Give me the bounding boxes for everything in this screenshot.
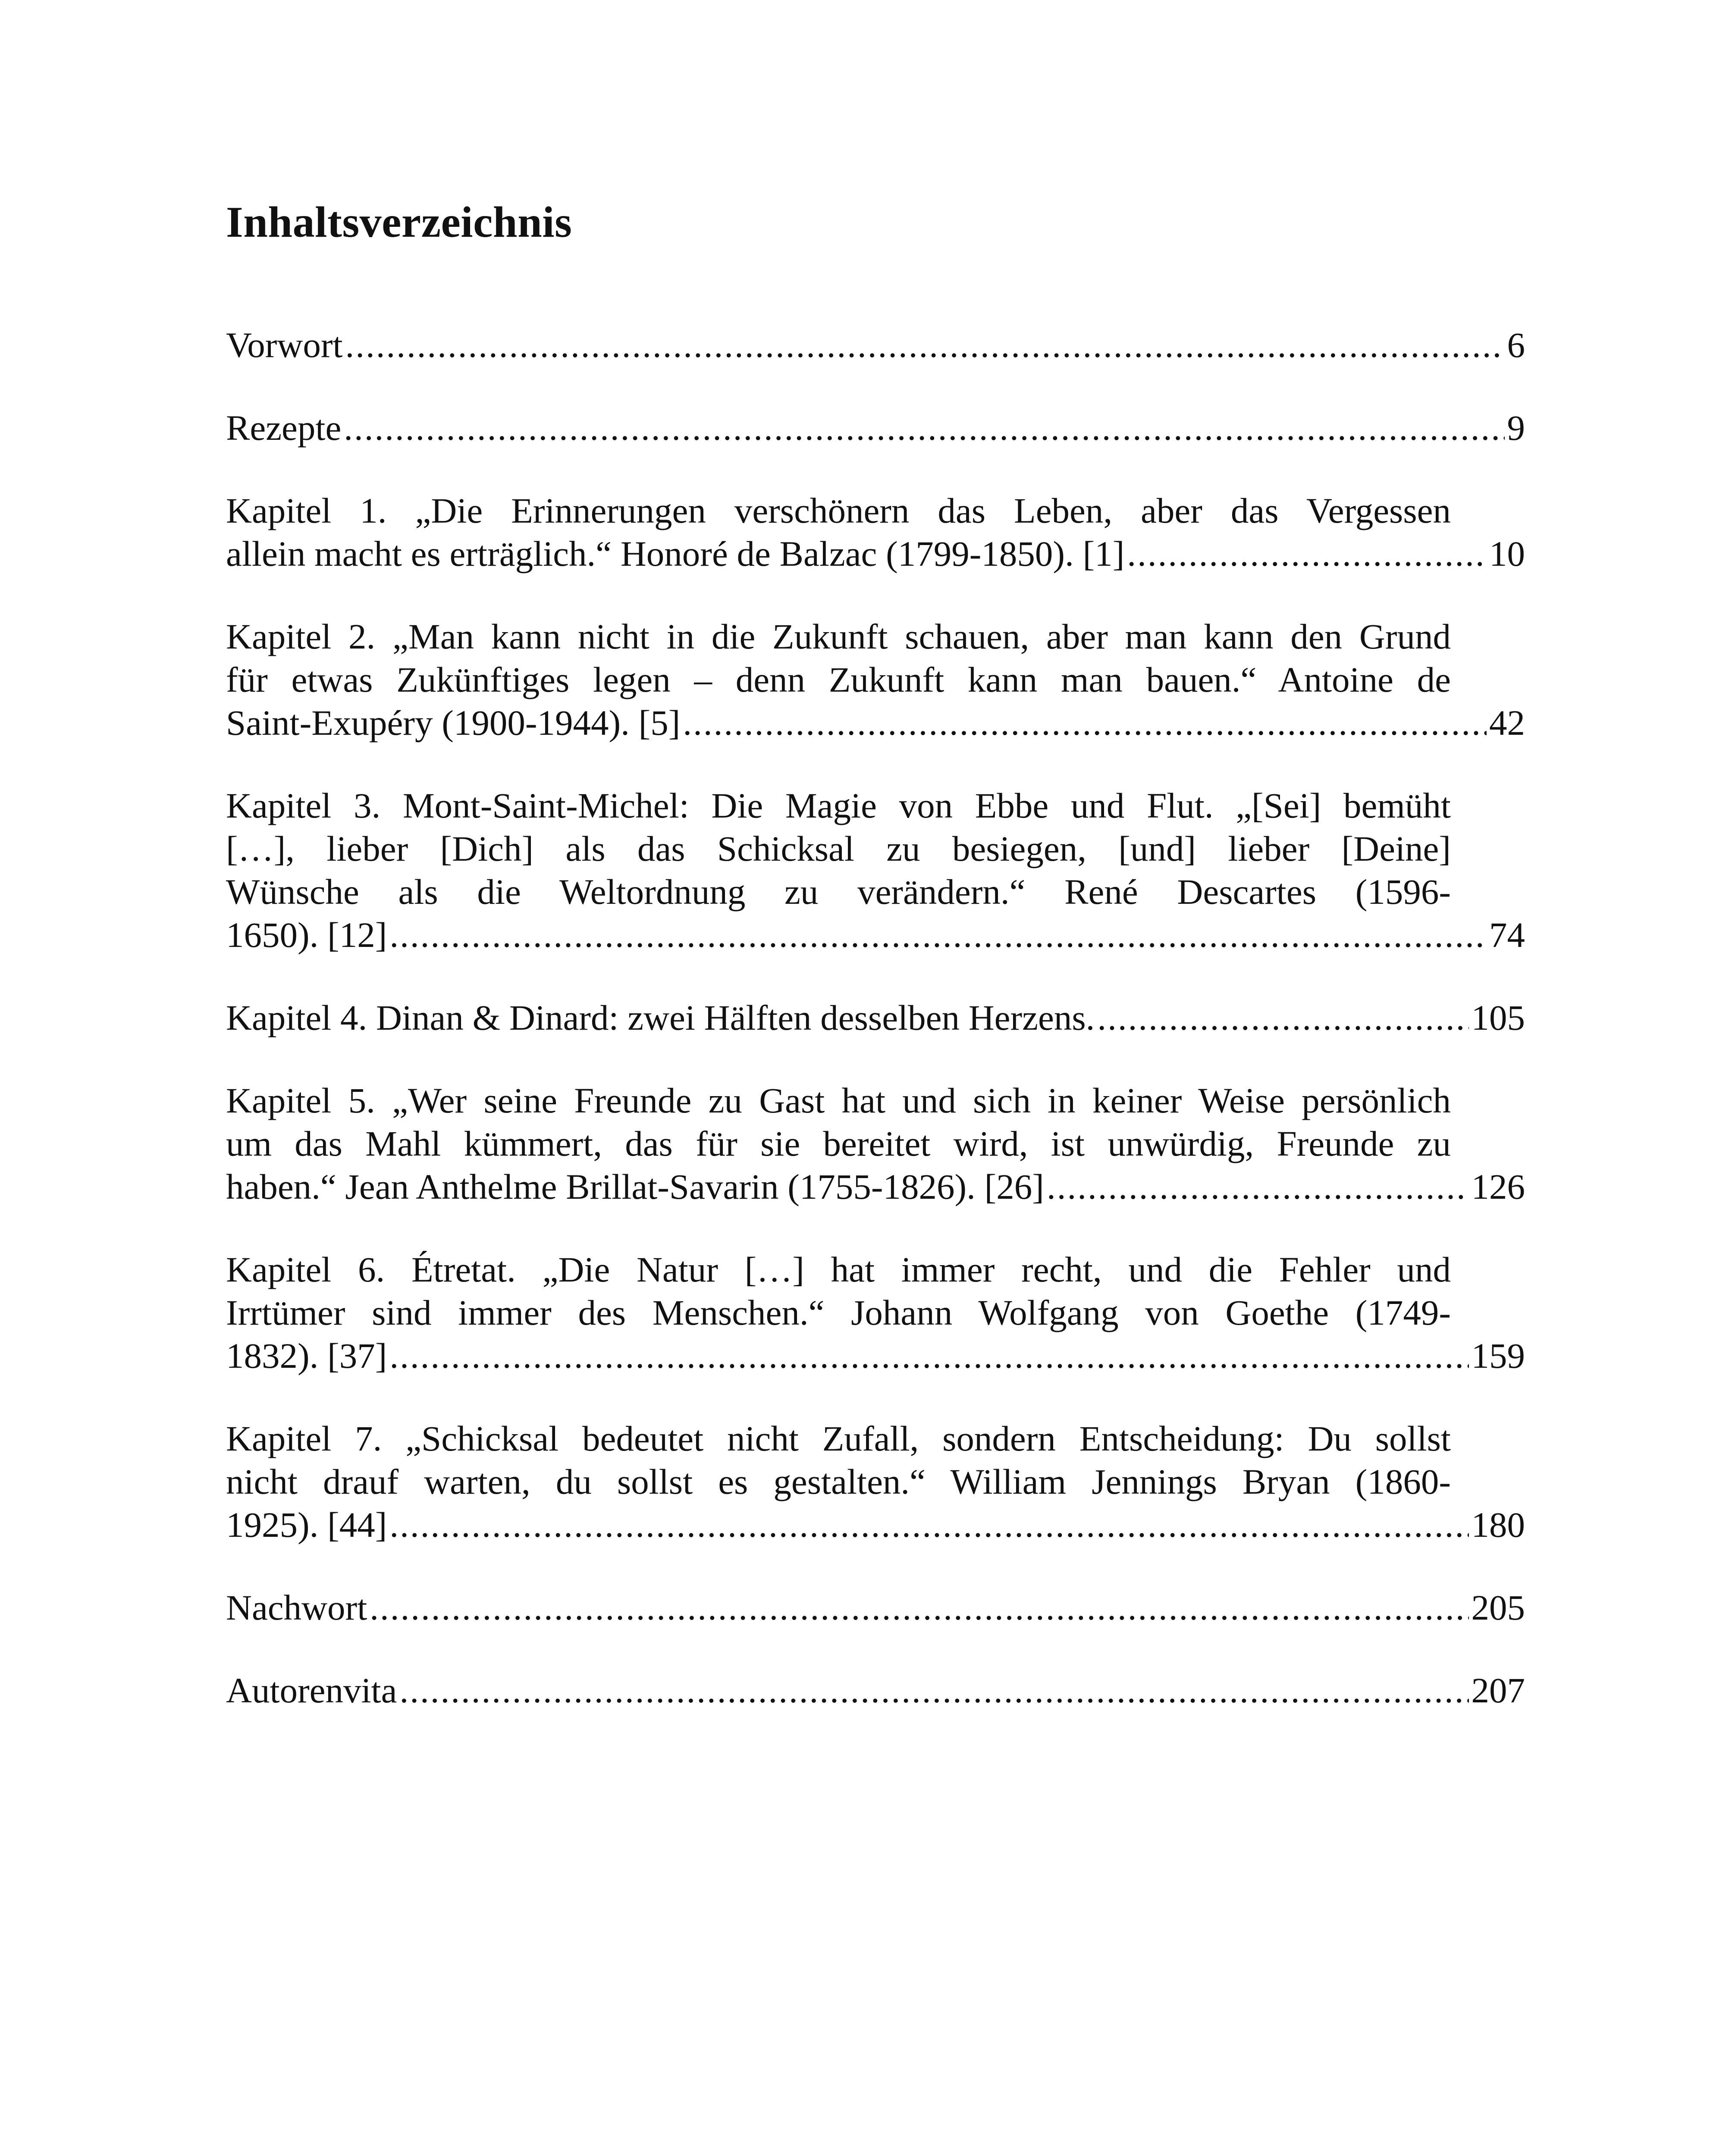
toc-entry-text-line: Wünsche als die Weltordnung zu verändern.“ René Descartes (1596-	[226, 872, 1451, 912]
toc-entry-line	[226, 1165, 1525, 1208]
toc-entry-kapitel-7[interactable]	[226, 1417, 1525, 1546]
toc-entry-line	[226, 1586, 1525, 1629]
toc-page-number: 126	[1471, 1167, 1525, 1206]
toc-entry-label: 1650). [12]	[226, 915, 387, 955]
toc-page-number: 205	[1471, 1588, 1525, 1627]
dot-leader	[399, 1669, 1468, 1712]
dot-leader	[1127, 532, 1487, 575]
toc-entry-rezepte[interactable]	[226, 406, 1525, 449]
toc-entry-label: allein macht es erträglich.“ Honoré de Balzac (1799-1850). [1]	[226, 534, 1125, 573]
dot-leader	[1097, 996, 1468, 1039]
toc-entry-kapitel-4[interactable]	[226, 996, 1525, 1039]
toc-entry-line	[226, 406, 1525, 449]
toc-page-number: 207	[1471, 1670, 1525, 1710]
toc-page-number: 42	[1489, 703, 1525, 743]
toc-entry-line	[226, 1334, 1525, 1377]
toc-entry-line	[226, 913, 1525, 956]
toc-entry-kapitel-3[interactable]	[226, 784, 1525, 956]
dot-leader	[389, 913, 1487, 956]
toc-entry-label: Autorenvita	[226, 1670, 397, 1710]
toc-entry-text-line: Kapitel 2. „Man kann nicht in die Zukunft schauen, aber man kann den Grund	[226, 617, 1451, 656]
toc-entry-vorwort[interactable]	[226, 323, 1525, 367]
toc-entry-label: Rezepte	[226, 408, 342, 448]
toc-entry-kapitel-1[interactable]	[226, 489, 1525, 575]
toc-entry-text-line: Kapitel 7. „Schicksal bedeutet nicht Zufall, sondern Entscheidung: Du sollst	[226, 1419, 1451, 1458]
dot-leader	[389, 1503, 1468, 1546]
dot-leader	[1047, 1165, 1469, 1208]
toc-entry-text-line: Kapitel 6. Étretat. „Die Natur […] hat immer recht, und die Fehler und	[226, 1250, 1451, 1289]
dot-leader	[345, 323, 1505, 367]
toc-entry-label: Vorwort	[226, 325, 343, 365]
toc-entry-text-line: Kapitel 1. „Die Erinnerungen verschönern das Leben, aber das Vergessen	[226, 491, 1451, 530]
toc-entry-text-line: für etwas Zukünftiges legen – denn Zukunft kann man bauen.“ Antoine de	[226, 660, 1451, 699]
toc-page-number: 180	[1471, 1505, 1525, 1545]
toc-entry-text-line: nicht drauf warten, du sollst es gestalten.“ William Jennings Bryan (1860-	[226, 1462, 1451, 1501]
page-title: Inhaltsverzeichnis	[226, 198, 572, 247]
toc-page-number: 9	[1507, 408, 1525, 448]
toc-entry-line	[226, 996, 1525, 1039]
dot-leader	[683, 701, 1487, 744]
toc-page-number: 74	[1489, 915, 1525, 955]
toc-entry-line	[226, 701, 1525, 744]
toc-entry-kapitel-5[interactable]	[226, 1079, 1525, 1208]
toc-entry-line	[226, 1669, 1525, 1712]
dot-leader	[370, 1586, 1468, 1629]
toc-page-number: 105	[1471, 998, 1525, 1037]
dot-leader	[389, 1334, 1468, 1377]
toc-entry-kapitel-2[interactable]	[226, 615, 1525, 744]
toc-entry-nachwort[interactable]	[226, 1586, 1525, 1629]
toc-entry-line	[226, 1503, 1525, 1546]
toc-page-number: 159	[1471, 1336, 1525, 1376]
toc-entry-label: haben.“ Jean Anthelme Brillat-Savarin (1755-1826). [26]	[226, 1167, 1044, 1206]
toc-entry-line	[226, 323, 1525, 367]
table-of-contents	[226, 323, 1525, 1752]
toc-entry-label: 1832). [37]	[226, 1336, 387, 1376]
toc-entry-autorenvita[interactable]	[226, 1669, 1525, 1712]
toc-entry-text-line: Kapitel 5. „Wer seine Freunde zu Gast hat und sich in keiner Weise persönlich	[226, 1081, 1451, 1120]
toc-entry-label: Nachwort	[226, 1588, 367, 1627]
toc-entry-text-line: um das Mahl kümmert, das für sie bereitet wird, ist unwürdig, Freunde zu	[226, 1124, 1451, 1163]
toc-entry-text-line: Irrtümer sind immer des Menschen.“ Johann Wolfgang von Goethe (1749-	[226, 1293, 1451, 1332]
toc-entry-text-line: Kapitel 3. Mont-Saint-Michel: Die Magie von Ebbe und Flut. „[Sei] bemüht	[226, 786, 1451, 825]
toc-page-number: 6	[1507, 325, 1525, 365]
toc-page-number: 10	[1489, 534, 1525, 573]
toc-entry-line	[226, 532, 1525, 575]
toc-entry-kapitel-6[interactable]	[226, 1248, 1525, 1377]
toc-entry-label: Kapitel 4. Dinan & Dinard: zwei Hälften desselben Herzens.	[226, 998, 1095, 1037]
toc-entry-label: Saint-Exupéry (1900-1944). [5]	[226, 703, 681, 743]
toc-entry-label: 1925). [44]	[226, 1505, 387, 1545]
dot-leader	[344, 406, 1504, 449]
toc-entry-text-line: […], lieber [Dich] als das Schicksal zu besiegen, [und] lieber [Deine]	[226, 829, 1451, 868]
